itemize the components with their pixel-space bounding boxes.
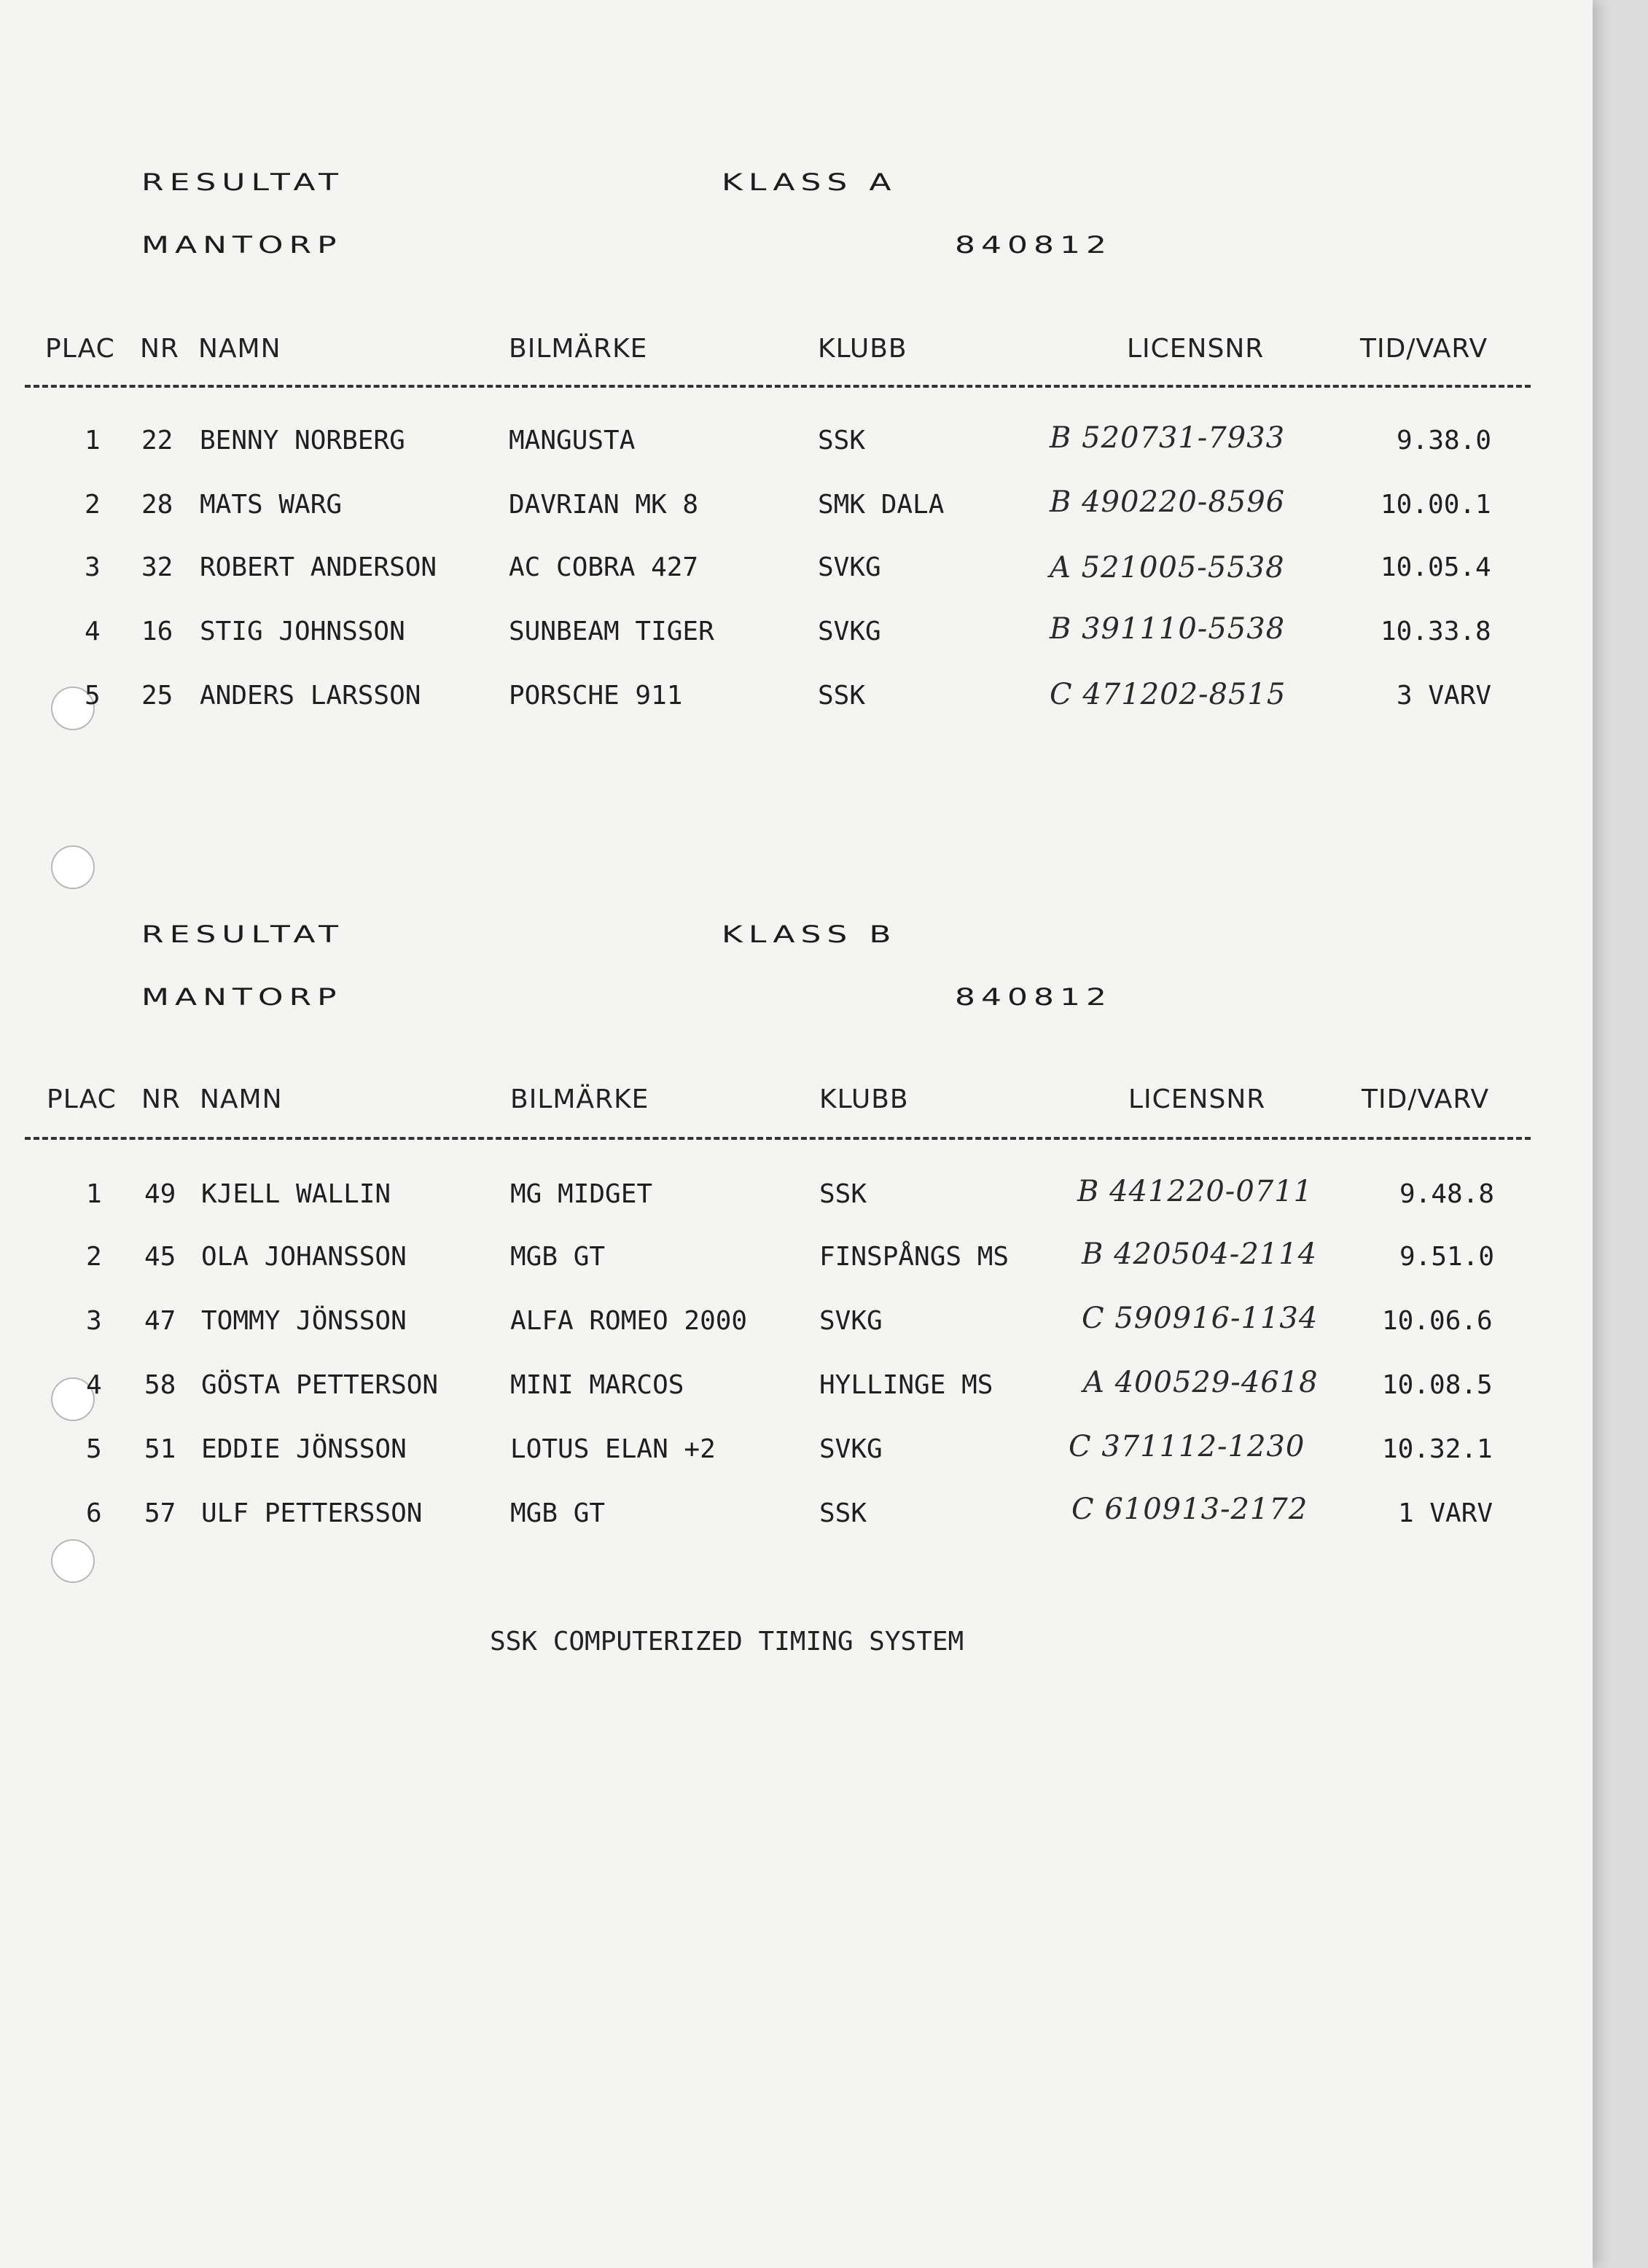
bilmarke-cell: MGB GT (510, 1498, 606, 1528)
handwritten-licensnr: B 441220-0711 (1077, 1175, 1313, 1208)
col-header-klubb: KLUBB (819, 1084, 909, 1114)
bilmarke-cell: SUNBEAM TIGER (509, 617, 714, 646)
plac-cell: 4 (86, 1370, 102, 1400)
class-label: KLASS B (722, 921, 897, 948)
tid-cell: 3 VARV (1397, 681, 1492, 711)
bilmarke-cell: PORSCHE 911 (509, 681, 683, 711)
class-label: KLASS A (722, 169, 897, 196)
klubb-cell: SSK (818, 681, 866, 711)
nr-cell: 32 (141, 552, 173, 582)
namn-cell: ULF PETTERSSON (201, 1498, 423, 1528)
klubb-cell: HYLLINGE MS (819, 1370, 993, 1400)
plac-cell: 2 (86, 1242, 102, 1272)
date-label: 840812 (955, 984, 1112, 1011)
bilmarke-cell: DAVRIAN MK 8 (509, 490, 699, 520)
tid-cell: 9.38.0 (1397, 426, 1492, 455)
namn-cell: MATS WARG (200, 490, 343, 520)
table-row (0, 612, 1593, 660)
date-label: 840812 (955, 232, 1112, 259)
plac-cell: 3 (85, 552, 101, 582)
namn-cell: KJELL WALLIN (201, 1179, 391, 1209)
plac-cell: 3 (86, 1306, 102, 1336)
col-header-tid-varv: TID/VARV (1360, 334, 1488, 364)
table-row (0, 1366, 1593, 1414)
plac-cell: 2 (85, 490, 101, 520)
handwritten-licensnr: C 371112-1230 (1069, 1430, 1305, 1463)
klubb-cell: SSK (819, 1498, 867, 1528)
nr-cell: 57 (144, 1498, 176, 1528)
dashed-divider (25, 1137, 1531, 1140)
tid-cell: 1 VARV (1398, 1498, 1493, 1528)
klubb-cell: SSK (818, 426, 866, 455)
col-header-licensnr: LICENSNR (1127, 334, 1265, 364)
namn-cell: BENNY NORBERG (200, 426, 405, 455)
punch-hole (51, 1539, 95, 1583)
namn-cell: ANDERS LARSSON (200, 681, 421, 711)
footer-system-name: SSK COMPUTERIZED TIMING SYSTEM (490, 1627, 964, 1657)
nr-cell: 47 (144, 1306, 176, 1336)
plac-cell: 5 (85, 681, 101, 711)
punch-hole (51, 845, 95, 889)
klubb-cell: FINSPÅNGS MS (819, 1242, 1010, 1272)
table-row (0, 552, 1593, 596)
namn-cell: TOMMY JÖNSSON (201, 1306, 407, 1336)
nr-cell: 51 (144, 1434, 176, 1464)
klubb-cell: SMK DALA (818, 490, 945, 520)
col-header-licensnr: LICENSNR (1128, 1084, 1266, 1114)
nr-cell: 16 (141, 617, 173, 646)
namn-cell: GÖSTA PETTERSON (201, 1370, 439, 1400)
plac-cell: 1 (85, 426, 101, 455)
namn-cell: EDDIE JÖNSSON (201, 1434, 407, 1464)
nr-cell: 22 (141, 426, 173, 455)
handwritten-licensnr: A 400529-4618 (1083, 1366, 1319, 1399)
klubb-cell: SVKG (819, 1306, 883, 1336)
bilmarke-cell: MINI MARCOS (510, 1370, 684, 1400)
plac-cell: 5 (86, 1434, 102, 1464)
venue-label: MANTORP (141, 232, 343, 259)
dashed-divider (25, 385, 1531, 388)
klubb-cell: SVKG (818, 552, 881, 582)
handwritten-licensnr: B 420504-2114 (1082, 1237, 1318, 1271)
col-header-nr: NR (141, 1084, 181, 1114)
section-title: RESULTAT (141, 169, 344, 196)
venue-label: MANTORP (141, 984, 343, 1011)
plac-cell: 1 (86, 1179, 102, 1209)
col-header-klubb: KLUBB (818, 334, 907, 364)
bilmarke-cell: MGB GT (510, 1242, 606, 1272)
klubb-cell: SVKG (818, 617, 881, 646)
nr-cell: 45 (144, 1242, 176, 1272)
table-row (0, 1175, 1593, 1223)
col-header-plac: PLAC (45, 334, 115, 364)
bilmarke-cell: AC COBRA 427 (509, 552, 699, 582)
handwritten-licensnr: C 471202-8515 (1050, 678, 1286, 711)
handwritten-licensnr: C 590916-1134 (1082, 1302, 1319, 1335)
table-row (0, 1302, 1593, 1350)
klubb-cell: SVKG (819, 1434, 883, 1464)
namn-cell: STIG JOHNSSON (200, 617, 405, 646)
nr-cell: 49 (144, 1179, 176, 1209)
col-header-namn: NAMN (198, 334, 281, 364)
bilmarke-cell: MG MIDGET (510, 1179, 653, 1209)
nr-cell: 58 (144, 1370, 176, 1400)
plac-cell: 6 (86, 1498, 102, 1528)
table-row (0, 421, 1593, 469)
table-row (0, 1430, 1593, 1478)
tid-cell: 10.06.6 (1382, 1306, 1493, 1336)
tid-cell: 10.05.4 (1381, 552, 1491, 582)
bilmarke-cell: MANGUSTA (509, 426, 636, 455)
tid-cell: 9.51.0 (1399, 1242, 1495, 1272)
table-row (0, 678, 1593, 724)
tid-cell: 10.00.1 (1381, 490, 1491, 520)
col-header-plac: PLAC (47, 1084, 117, 1114)
col-header-namn: NAMN (200, 1084, 283, 1114)
bilmarke-cell: ALFA ROMEO 2000 (510, 1306, 748, 1336)
col-header-tid-varv: TID/VARV (1362, 1084, 1490, 1114)
handwritten-licensnr: C 610913-2172 (1071, 1493, 1308, 1526)
col-header-bilmarke: BILMÄRKE (509, 334, 648, 364)
nr-cell: 25 (141, 681, 173, 711)
handwritten-licensnr: B 490220-8596 (1050, 485, 1286, 519)
klubb-cell: SSK (819, 1179, 867, 1209)
handwritten-licensnr: B 391110-5538 (1050, 612, 1286, 646)
tid-cell: 10.32.1 (1382, 1434, 1493, 1464)
namn-cell: OLA JOHANSSON (201, 1242, 407, 1272)
table-row (0, 485, 1593, 533)
tid-cell: 10.33.8 (1381, 617, 1491, 646)
namn-cell: ROBERT ANDERSON (200, 552, 437, 582)
tid-cell: 9.48.8 (1399, 1179, 1495, 1209)
section-title: RESULTAT (141, 921, 344, 948)
table-row (0, 1237, 1593, 1286)
plac-cell: 4 (85, 617, 101, 646)
tid-cell: 10.08.5 (1382, 1370, 1493, 1400)
col-header-bilmarke: BILMÄRKE (510, 1084, 649, 1114)
col-header-nr: NR (140, 334, 179, 364)
handwritten-licensnr: B 520731-7933 (1050, 421, 1286, 455)
bilmarke-cell: LOTUS ELAN +2 (510, 1434, 716, 1464)
nr-cell: 28 (141, 490, 173, 520)
handwritten-licensnr: A 521005-5538 (1050, 551, 1285, 584)
table-row (0, 1493, 1593, 1542)
